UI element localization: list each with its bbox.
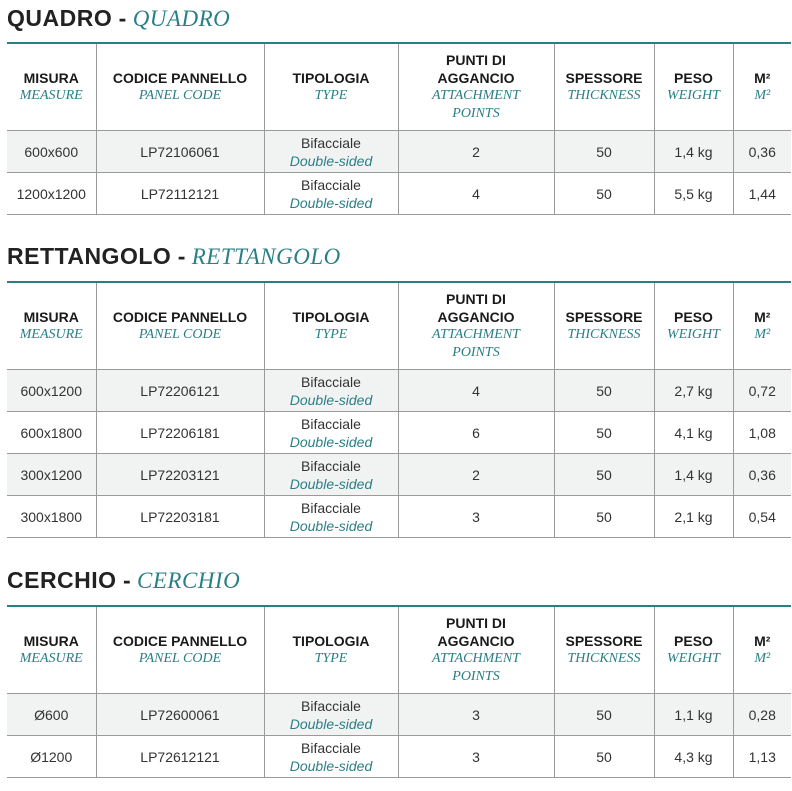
cell-points: 3 bbox=[398, 694, 554, 736]
header-code: CODICE PANNELLO PANEL CODE bbox=[96, 282, 264, 370]
cell-thickness: 50 bbox=[554, 454, 654, 496]
header-weight: PESO WEIGHT bbox=[654, 606, 733, 694]
header-measure: MISURA MEASURE bbox=[7, 282, 96, 370]
table-row bbox=[7, 412, 791, 454]
table-row bbox=[7, 454, 791, 496]
cell-type: Bifacciale Double-sided bbox=[264, 736, 398, 778]
cell-measure: 300x1200 bbox=[7, 454, 96, 496]
cell-type: Bifacciale Double-sided bbox=[264, 412, 398, 454]
header-measure: MISURA MEASURE bbox=[7, 606, 96, 694]
cell-weight: 1,4 kg bbox=[654, 454, 733, 496]
section-title-it: CERCHIO bbox=[7, 567, 117, 593]
header-area: M² M² bbox=[733, 43, 791, 131]
cell-area: 0,28 bbox=[733, 694, 791, 736]
table-header-row bbox=[7, 43, 791, 131]
header-points: PUNTI DI AGGANCIO ATTACHMENT POINTS bbox=[398, 43, 554, 131]
cell-code: LP72112121 bbox=[96, 173, 264, 215]
cell-thickness: 50 bbox=[554, 412, 654, 454]
cell-type: Bifacciale Double-sided bbox=[264, 173, 398, 215]
cell-measure: 600x600 bbox=[7, 131, 96, 173]
header-thickness: SPESSORE THICKNESS bbox=[554, 282, 654, 370]
cell-points: 3 bbox=[398, 496, 554, 538]
table-rettangolo bbox=[7, 281, 791, 538]
cell-type: Bifacciale Double-sided bbox=[264, 496, 398, 538]
cell-area: 1,08 bbox=[733, 412, 791, 454]
header-points: PUNTI DI AGGANCIO ATTACHMENT POINTS bbox=[398, 606, 554, 694]
header-measure: MISURA MEASURE bbox=[7, 43, 96, 131]
cell-weight: 1,4 kg bbox=[654, 131, 733, 173]
cell-area: 1,13 bbox=[733, 736, 791, 778]
cell-code: LP72106061 bbox=[96, 131, 264, 173]
cell-measure: 600x1800 bbox=[7, 412, 96, 454]
header-weight: PESO WEIGHT bbox=[654, 43, 733, 131]
header-weight: PESO WEIGHT bbox=[654, 282, 733, 370]
cell-measure: 300x1800 bbox=[7, 496, 96, 538]
cell-weight: 4,3 kg bbox=[654, 736, 733, 778]
table-cerchio bbox=[7, 605, 791, 778]
cell-points: 2 bbox=[398, 131, 554, 173]
cell-code: LP72600061 bbox=[96, 694, 264, 736]
cell-code: LP72203181 bbox=[96, 496, 264, 538]
cell-type: Bifacciale Double-sided bbox=[264, 131, 398, 173]
table-header-row bbox=[7, 282, 791, 370]
section-title-cerchio bbox=[7, 567, 240, 594]
header-thickness: SPESSORE THICKNESS bbox=[554, 43, 654, 131]
cell-weight: 2,1 kg bbox=[654, 496, 733, 538]
header-area: M² M² bbox=[733, 282, 791, 370]
cell-code: LP72203121 bbox=[96, 454, 264, 496]
cell-thickness: 50 bbox=[554, 370, 654, 412]
table-row bbox=[7, 131, 791, 173]
cell-measure: Ø1200 bbox=[7, 736, 96, 778]
cell-thickness: 50 bbox=[554, 173, 654, 215]
table-row bbox=[7, 736, 791, 778]
header-type: TIPOLOGIA TYPE bbox=[264, 282, 398, 370]
cell-code: LP72206121 bbox=[96, 370, 264, 412]
header-type: TIPOLOGIA TYPE bbox=[264, 606, 398, 694]
header-area: M² M² bbox=[733, 606, 791, 694]
header-type: TIPOLOGIA TYPE bbox=[264, 43, 398, 131]
section-title-en: QUADRO bbox=[132, 6, 231, 31]
cell-weight: 4,1 kg bbox=[654, 412, 733, 454]
table-row bbox=[7, 694, 791, 736]
cell-type: Bifacciale Double-sided bbox=[264, 454, 398, 496]
cell-points: 6 bbox=[398, 412, 554, 454]
section-title-rettangolo bbox=[7, 243, 341, 270]
cell-area: 0,36 bbox=[733, 131, 791, 173]
cell-measure: Ø600 bbox=[7, 694, 96, 736]
table-row bbox=[7, 370, 791, 412]
section-title-quadro bbox=[7, 5, 230, 32]
cell-area: 0,54 bbox=[733, 496, 791, 538]
cell-thickness: 50 bbox=[554, 736, 654, 778]
title-dash: - bbox=[177, 243, 186, 269]
cell-measure: 600x1200 bbox=[7, 370, 96, 412]
cell-area: 0,72 bbox=[733, 370, 791, 412]
cell-code: LP72206181 bbox=[96, 412, 264, 454]
table-quadro bbox=[7, 42, 791, 215]
cell-points: 2 bbox=[398, 454, 554, 496]
section-title-it: QUADRO bbox=[7, 5, 113, 31]
table-row bbox=[7, 173, 791, 215]
cell-weight: 2,7 kg bbox=[654, 370, 733, 412]
title-dash: - bbox=[118, 5, 127, 31]
section-title-it: RETTANGOLO bbox=[7, 243, 172, 269]
section-title-en: RETTANGOLO bbox=[191, 244, 341, 269]
table-row bbox=[7, 496, 791, 538]
cell-weight: 1,1 kg bbox=[654, 694, 733, 736]
header-code: CODICE PANNELLO PANEL CODE bbox=[96, 43, 264, 131]
cell-code: LP72612121 bbox=[96, 736, 264, 778]
section-title-en: CERCHIO bbox=[137, 568, 241, 593]
cell-thickness: 50 bbox=[554, 496, 654, 538]
title-dash: - bbox=[122, 567, 131, 593]
cell-points: 3 bbox=[398, 736, 554, 778]
cell-points: 4 bbox=[398, 173, 554, 215]
cell-thickness: 50 bbox=[554, 131, 654, 173]
cell-type: Bifacciale Double-sided bbox=[264, 694, 398, 736]
header-code: CODICE PANNELLO PANEL CODE bbox=[96, 606, 264, 694]
cell-points: 4 bbox=[398, 370, 554, 412]
table-header-row bbox=[7, 606, 791, 694]
header-points: PUNTI DI AGGANCIO ATTACHMENT POINTS bbox=[398, 282, 554, 370]
header-thickness: SPESSORE THICKNESS bbox=[554, 606, 654, 694]
cell-measure: 1200x1200 bbox=[7, 173, 96, 215]
cell-area: 1,44 bbox=[733, 173, 791, 215]
cell-weight: 5,5 kg bbox=[654, 173, 733, 215]
cell-type: Bifacciale Double-sided bbox=[264, 370, 398, 412]
cell-thickness: 50 bbox=[554, 694, 654, 736]
cell-area: 0,36 bbox=[733, 454, 791, 496]
